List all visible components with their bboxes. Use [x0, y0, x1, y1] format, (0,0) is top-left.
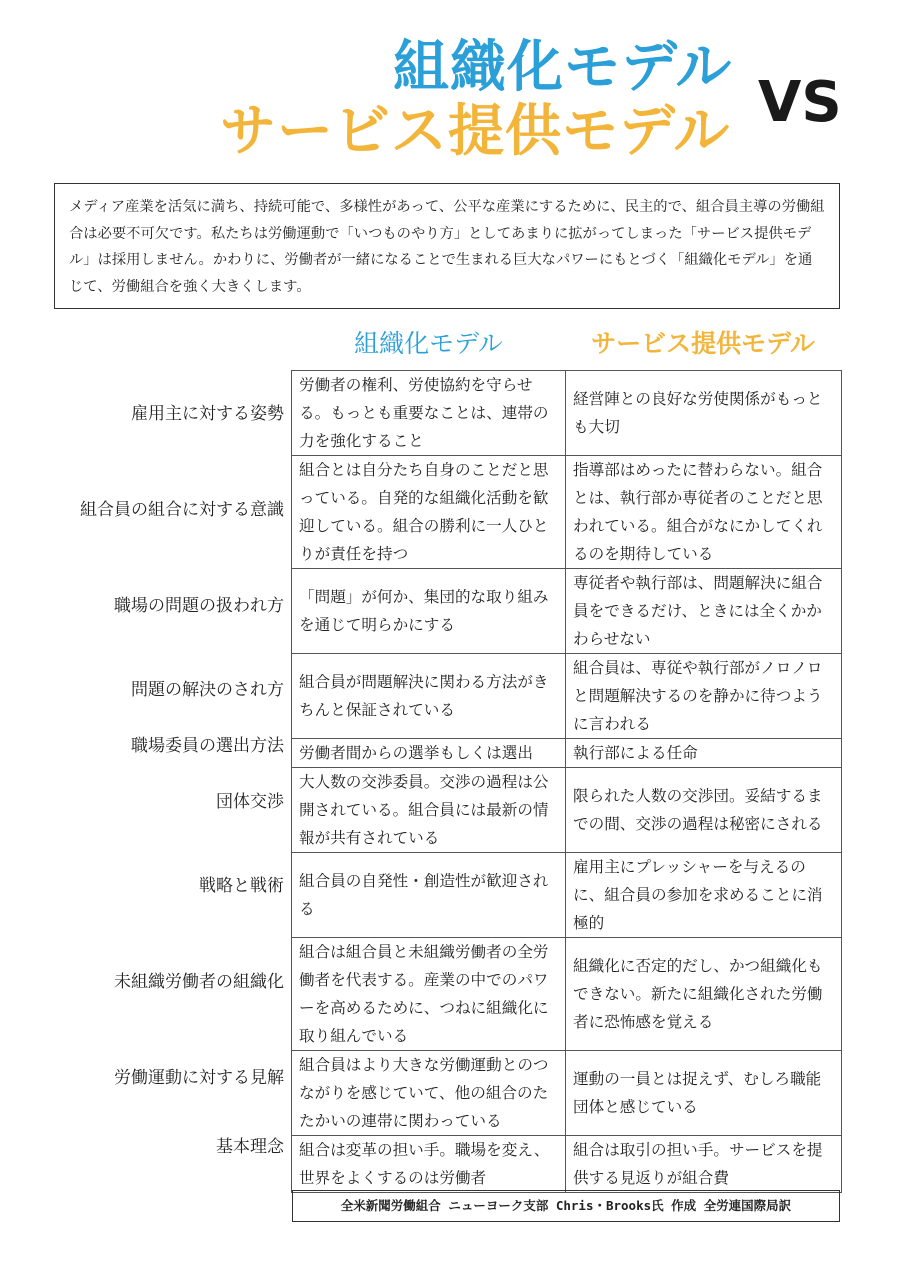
- service-model-cell: 組織化に否定的だし、かつ組織化もできない。新たに組織化された労働者に恐怖感を覚える: [566, 938, 842, 1051]
- service-model-cell: 組合員は、専従や執行部がノロノロと問題解決するのを静かに待つように言われる: [566, 654, 842, 739]
- table-row: [292, 371, 842, 456]
- table-row: [292, 1136, 842, 1193]
- row-label: 団体交渉: [216, 792, 284, 812]
- title-service-model: サービス提供モデル: [220, 99, 731, 164]
- row-label: 職場の問題の扱われ方: [114, 596, 284, 616]
- row-label: 職場委員の選出方法: [131, 736, 284, 756]
- organizing-model-cell: 組合は組合員と未組織労働者の全労働者を代表する。産業の中でのパワーを高めるために、つねに組織化に取り組んでいる: [292, 938, 566, 1051]
- service-model-cell: 指導部はめったに替わらない。組合とは、執行部か専従者のことだと思われている。組合がなにかしてくれるのを期待している: [566, 456, 842, 569]
- row-label: 戦略と戦術: [199, 875, 284, 896]
- organizing-model-cell: 労働者間からの選挙もしくは選出: [292, 739, 566, 768]
- table-row: [292, 456, 842, 569]
- row-label: 基本理念: [216, 1137, 284, 1157]
- table-row: [292, 1051, 842, 1136]
- row-labels: [0, 370, 284, 1172]
- organizing-model-cell: 「問題」が何か、集団的な取り組みを通じて明らかにする: [292, 569, 566, 654]
- service-model-cell: 執行部による任命: [566, 739, 842, 768]
- versus-label: VS: [758, 70, 842, 135]
- row-label: 未組織労働者の組織化: [114, 972, 284, 992]
- organizing-model-cell: 大人数の交渉委員。交渉の過程は公開されている。組合員には最新の情報が共有されている: [292, 768, 566, 853]
- row-label: 労働運動に対する見解: [114, 1068, 284, 1088]
- organizing-model-cell: 組合は変革の担い手。職場を変え、世界をよくするのは労働者: [292, 1136, 566, 1193]
- service-model-cell: 限られた人数の交渉団。妥結するまでの間、交渉の過程は秘密にされる: [566, 768, 842, 853]
- organizing-model-cell: 組合員はより大きな労働運動とのつながりを感じていて、他の組合のたたかいの連帯に関わっている: [292, 1051, 566, 1136]
- table-row: [292, 853, 842, 938]
- row-label: 雇用主に対する姿勢: [131, 404, 284, 424]
- organizing-model-cell: 労働者の権利、労使協約を守らせる。もっとも重要なことは、連帯の力を強化すること: [292, 371, 566, 456]
- column-header-organizing: 組織化モデル: [354, 329, 503, 358]
- comparison-table: [291, 370, 842, 1193]
- service-model-cell: 運動の一員とは捉えず、むしろ職能団体と感じている: [566, 1051, 842, 1136]
- title-organizing-model: 組織化モデル: [393, 35, 733, 100]
- table-row: [292, 739, 842, 768]
- intro-box: メディア産業を活気に満ち、持続可能で、多様性があって、公平な産業にするために、民主的で、組合員主導の労働組合は必要不可欠です。私たちは労働運動で「いつものやり方」としてあまりに拡がってしまった「サービス提供モデル」は採用しません。かわりに、労働者が一緒になることで生まれる巨大なパワーにもとづく「組織化モデル」を通じて、労働組合を強く大きくします。: [54, 183, 840, 309]
- table-row: [292, 654, 842, 739]
- service-model-cell: 組合は取引の担い手。サービスを提供する見返りが組合費: [566, 1136, 842, 1193]
- row-label: 組合員の組合に対する意識: [80, 500, 284, 520]
- service-model-cell: 専従者や執行部は、問題解決に組合員をできるだけ、ときには全くかかわらせない: [566, 569, 842, 654]
- credit-footer: 全米新聞労働組合 ニューヨーク支部 Chris・Brooks氏 作成 全労連国際局訳: [292, 1190, 840, 1222]
- organizing-model-cell: 組合とは自分たち自身のことだと思っている。自発的な組織化活動を歓迎している。組合の勝利に一人ひとりが責任を持つ: [292, 456, 566, 569]
- organizing-model-cell: 組合員の自発性・創造性が歓迎される: [292, 853, 566, 938]
- organizing-model-cell: 組合員が問題解決に関わる方法がきちんと保証されている: [292, 654, 566, 739]
- table-row: [292, 569, 842, 654]
- title-block: [0, 0, 905, 175]
- service-model-cell: 雇用主にプレッシャーを与えるのに、組合員の参加を求めることに消極的: [566, 853, 842, 938]
- table-row: [292, 768, 842, 853]
- column-header-service: サービス提供モデル: [591, 329, 815, 358]
- row-label: 問題の解決のされ方: [131, 679, 284, 700]
- service-model-cell: 経営陣との良好な労使関係がもっとも大切: [566, 371, 842, 456]
- table-row: [292, 938, 842, 1051]
